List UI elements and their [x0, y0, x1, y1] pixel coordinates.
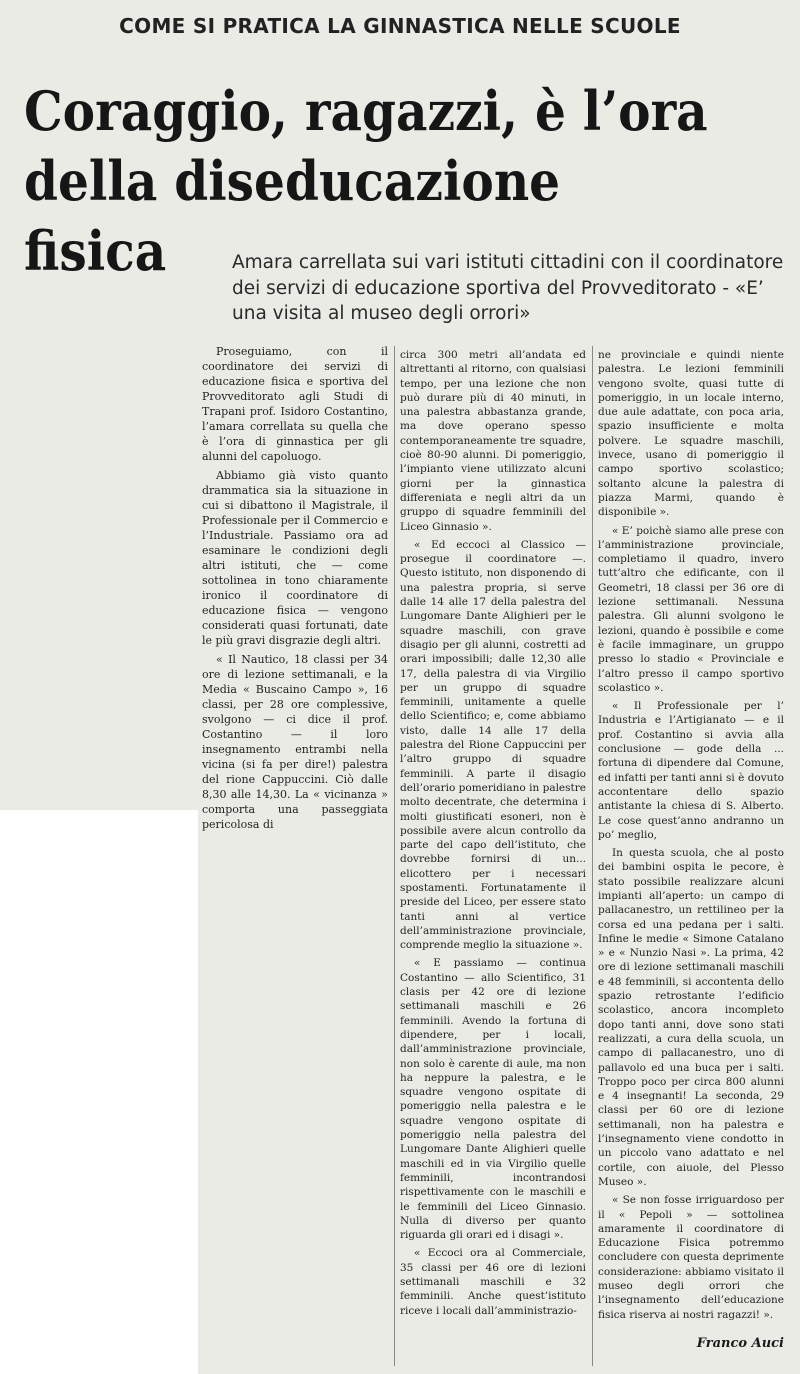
paragraph: « Eccoci ora al Commerciale, 35 classi per 46 ore di lezioni settimanali maschili e 32 femminili. Anche quest’istituto riceve i locali dall’amministrazio-	[400, 1247, 586, 1317]
headline-line-2: della diseducazione fisica	[24, 149, 561, 284]
paragraph: « Il Nautico, 18 classi per 34 ore di lezione settimanali, e la Media « Buscaino Campo », 16 classi, per 28 ore complessive, svolgono — ci dice il prof. Costantino — il loro insegnamento entrambi nella vicina (si fa per dire!) palestra del rione Cappuccini. Ciò dalle 8,30 alle 14,30. La « vicinanza » comporta una passeggiata pericolosa di	[202, 653, 388, 831]
paragraph: ne provinciale e quindi niente palestra. Le lezioni femminili vengono svolte, quasi tutte di pomeriggio, in un locale interno, due aule adattate, con poca aria, spazio insufficiente e molta polvere. Le squadre maschili, invece, usano di pomeriggio il campo sportivo scolastico; soltanto alcune la palestra di piazza Marmi, quando è disponibile ».	[598, 349, 784, 519]
column-rule	[394, 346, 395, 1366]
subheadline: Amara carrellata sui vari istituti cittadini con il coordinatore dei servizi di educazione sportiva del Provveditorato - «E’ una visita al museo degli orrori»	[232, 252, 784, 325]
paragraph: In questa scuola, che al posto dei bambini ospita le pecore, è stato possibile realizzare alcuni impianti all’aperto: un campo di pallacanestro, un rettilineo per la corsa ed una pedana per i salti. Infine le medie « Simone Catalano » e « Nunzio Nasi ». La prima, 42 ore di lezione settimanali maschili e 48 femminili, si accontenta dello spazio retrostante l’edificio scolastico, ancora incompleto dopo tanti anni, dove sono stati realizzati, a cura della scuola, un campo di pallacanestro, uno di pallavolo ed una buca per i salti. Troppo poco per circa 800 alunni e 4 insegnanti! La seconda, 29 classi per 60 ore di lezione settimanali, non ha palestra e l’insegnamento viene condotto in un piccolo vano adattato e nel cortile, con aiuole, del Plesso Museo ».	[598, 847, 784, 1188]
author-signature: Franco Auci	[696, 1336, 784, 1351]
paragraph: « Ed eccoci al Classico — prosegue il coordinatore —. Questo istituto, non disponendo di una palestra propria, si serve dalle 14 alle 17 della palestra del Lungomare Dante Alighieri per le squadre maschili, con grave disagio per gli alunni, costretti ad orari impossibili; dalle 12,30 alle 17, della palestra di via Virgilio per un gruppo di squadre femminili, unitamente a quelle dello Scientifico; e, come abbiamo visto, dalle 14 alle 17 della palestra del Rione Cappuccini per l’altro gruppo di squadre femminili. A parte il disagio dell’orario pomeridiano in palestre molto decentrate, che determina i molti giustificati esoneri, non è possibile avere alcun controllo da parte del capo dell’istituto, che dovrebbe fornirsi di un... elicottero per i necessari spostamenti. Fortunatamente il preside del Liceo, per essere stato tanti anni al vertice dell’amministrazione provinciale, comprende meglio la situazione ».	[400, 538, 586, 952]
article-column-3	[598, 348, 784, 1326]
paragraph: « E’ poichè siamo alle prese con l’amministrazione provinciale, completiamo il quadro, invero tutt’altro che edificante, con il Geometri, 18 classi per 36 ore di lezione settimanali. Nessuna palestra. Gli alunni svolgono le lezioni, quando è possibile e come è facile immaginare, un gruppo presso lo stadio « Provinciale e l’altro presso il campo sportivo scolastico ».	[598, 524, 784, 694]
paragraph: « E passiamo — continua Costantino — allo Scientifico, 31 clasis per 42 ore di lezione settimanali maschili e 26 femminili. Avendo la fortuna di dipendere, per i locali, dall’amministrazione provinciale, non solo è carente di aule, ma non ha neppure la palestra, e le squadre vengono ospitate di pomeriggio nella palestra e le squadre vengono ospitate di pomeriggio nella palestra del Lungomare Dante Alighieri quelle maschili ed in via Virgilio quelle femminili, incontrandosi rispettivamente con le maschili e le femminili del Liceo Ginnasio. Nulla di diverso per quanto riguarda gli orari ed i disagi ».	[400, 957, 586, 1242]
kicker: COME SI PRATICA LA GINNASTICA NELLE SCUOLE	[119, 14, 681, 38]
paragraph: Proseguiamo, con il coordinatore dei servizi di educazione fisica e sportiva del Provveditorato agli Studi di Trapani prof. Isidoro Costantino, l’amara correllata su quella che è l’ora di ginnastica per gli alunni del capoluogo.	[202, 345, 388, 463]
clipping-left-column-area	[0, 246, 198, 810]
paragraph: Abbiamo già visto quanto drammatica sia la situazione in cui si dibattono il Magistrale, il Professionale per il Commercio e l’Industriale. Passiamo ora ad esaminare le condizioni degli altri istituti, che — come sottolinea in tono chiaramente ironico il coordinatore di educazione fisica — vengono considerati quasi fortunati, date le più gravi disgrazie degli altri.	[202, 469, 388, 647]
paragraph: « Se non fosse irriguardoso per il « Pepoli » — sottolinea amaramente il coordinatore di Educazione Fisica potremmo concludere con questa deprimente considerazione: abbiamo visitato il museo degli orrori che l’insegnamento dell’educazione fisica riserva ai nostri ragazzi! ».	[598, 1194, 784, 1321]
paragraph: « Il Professionale per l’ Industria e l’Artigianato — e il prof. Costantino si avvia alla conclusione — gode della ... fortuna di dipendere dal Comune, ed infatti per tanti anni si è dovuto accontentare dello spazio antistante la chiesa di S. Alberto. Le cose quest’anno andranno un po’ meglio,	[598, 700, 784, 841]
headline-line-1: Coraggio, ragazzi, è l’ora	[24, 79, 708, 143]
paragraph: circa 300 metri all’andata ed altrettanti al ritorno, con qualsiasi tempo, per una lezione che non può durare più di 40 minuti, in una palestra abbastanza grande, ma dove operano spesso contemporaneamente tre squadre, cioè 80-90 alunni. Di pomeriggio, l’impianto viene utilizzato alcuni giorni per la ginnastica differeniata e negli altri da un gruppo di squadre femminili del Liceo Ginnasio ».	[400, 349, 586, 533]
column-rule	[592, 346, 593, 1366]
article-column-1	[202, 344, 388, 836]
article-column-2	[400, 348, 586, 1322]
